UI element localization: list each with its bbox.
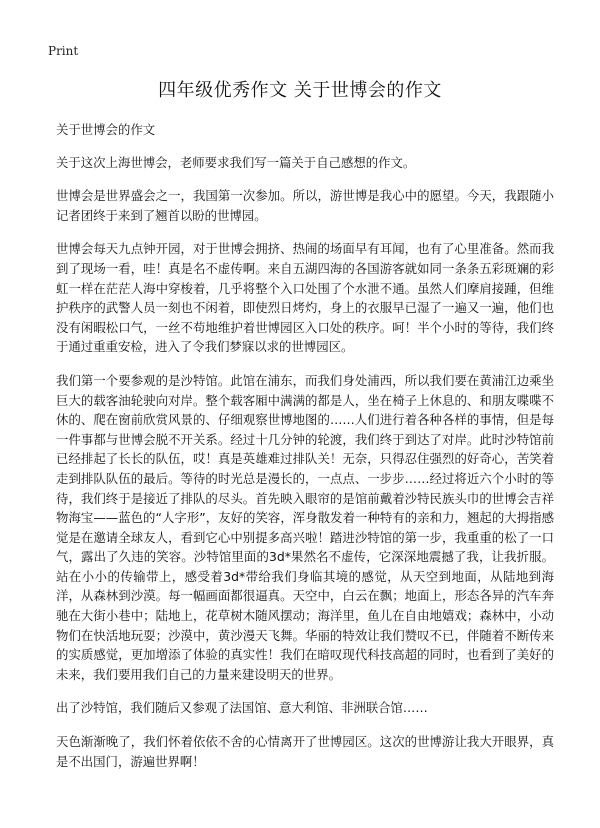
page-title: 四年级优秀作文 关于世博会的作文 (158, 80, 442, 101)
paragraph-other-pavilions: 出了沙特馆，我们随后又参观了法国馆、意大利馆、非洲联合馆…… (56, 700, 428, 716)
print-link[interactable]: Print (48, 44, 79, 58)
article-body (56, 120, 554, 785)
paragraph-conclusion: 天色渐渐晚了，我们怀着依依不舍的心情离开了世博园区。这次的世博游让我大开眼界，真是不出国门，游遍世界啊！ (56, 734, 554, 769)
article-subtitle: 关于世博会的作文 (56, 122, 156, 137)
paragraph-intro: 关于这次上海世博会，老师要求我们写一篇关于自己感想的作文。 (56, 154, 416, 170)
paragraph-saudi-pavilion: 我们第一个要参观的是沙特馆。此馆在浦东，而我们身处浦西，所以我们要在黄浦江边乘坐巨大的载客油轮驶向对岸。整个载客厢中满满的都是人，坐在椅子上休息的、和朋友喋喋不休的、爬在窗前欣赏风景的、仔细观察世博地图的……人们进行着各种各样的事情，但是每一件事都与世博会脱不开关系。经过十几分钟的轮渡，我们终于到达了对岸。此时沙特馆前已经排起了长长的队伍，哎！真是英雄难过排队关！无奈，只得忍住强烈的好奇心，苦笑着走到排队队伍的最后。等待的时光总是漫长的，一点点、一步步……经过将近六个小时的等待，我们终于是接近了排队的尽头。首先映入眼帘的是馆前戴着沙特民族头巾的世博会吉祥物海宝——蓝色的“人字形”，友好的笑容，浑身散发着一种特有的亲和力，翘起的大拇指感觉是在邀请全球友人，看到它心中别提多高兴啦！踏进沙特馆的第一步，我重重的松了一口气，露出了久违的笑容。沙特馆里面的3d*果然名不虚传，它深深地震撼了我，让我折服。站在小小的传输带上，感受着3d*带给我们身临其境的感觉，从天空到地面，从陆地到海洋，从森林到沙漠。每一幅画面都很逼真。天空中，白云在飘；地面上，形态各异的汽车奔驰在大街小巷中；陆地上，花草树木随风摆动；海洋里，鱼儿在自由地嬉戏；森林中，小动物们在快活地玩耍；沙漠中，黄沙漫天飞舞。华丽的特效让我们赞叹不已，伴随着不断传来的实质感觉，更加增添了体验的真实性！我们在暗叹现代科技高超的同时，也看到了美好的未来，我们要用我们自己的力量来建设明天的世界。 (56, 372, 554, 682)
paragraph-entrance: 世博会每天九点钟开园，对于世博会拥挤、热闹的场面早有耳闻，也有了心里准备。然而我到了现场一看，哇！真是名不虚传啊。来自五湖四海的各国游客就如同一条条五彩斑斓的彩虹一样在茫茫人海中穿梭着，几乎将整个入口处围了个水泄不通。虽然人们摩肩接踵，但维护秩序的武警人员一刻也不闲着，即使烈日烤灼，身上的衣服早已湿了一遍又一遍，他们也没有闲暇松口气，一丝不苟地维护着世博园区入口处的秩序。呵！半个小时的等待，我们终于通过重重安检，进入了令我们梦寐以求的世博园区。 (56, 241, 554, 355)
paragraph-expectation: 世博会是世界盛会之一，我国第一次参加。所以，游世博是我心中的愿望。今天，我跟随小记者团终于来到了翘首以盼的世博园。 (56, 188, 554, 223)
